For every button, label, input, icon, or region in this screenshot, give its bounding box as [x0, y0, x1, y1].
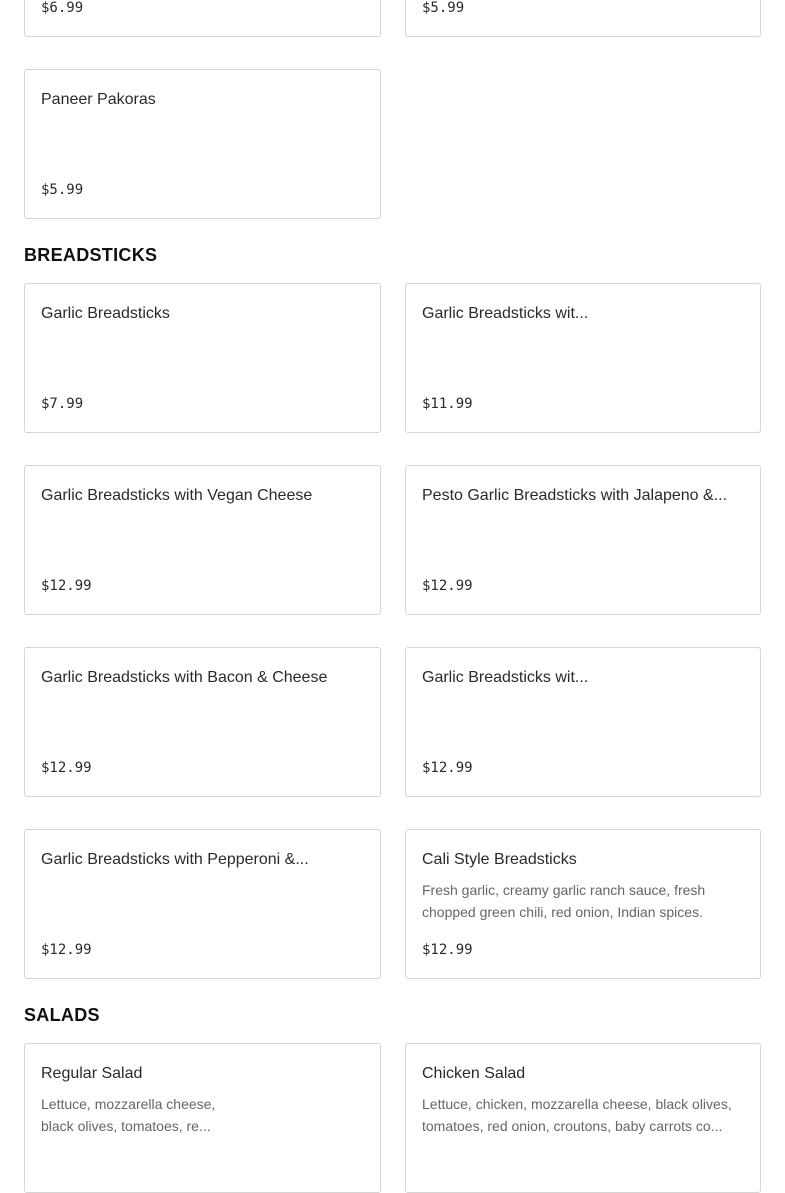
- item-name: Garlic Breadsticks: [41, 305, 170, 322]
- menu-item-card[interactable]: [405, 647, 761, 797]
- menu-item-card-chicken-salad[interactable]: [405, 1043, 761, 1193]
- item-name: Chicken Salad: [422, 1065, 526, 1082]
- item-price: $11.99: [422, 396, 473, 412]
- menu-item-card[interactable]: [405, 283, 761, 433]
- item-name: Garlic Breadsticks with Pepperoni &...: [41, 851, 309, 868]
- item-price: $12.99: [422, 942, 473, 958]
- item-name: Garlic Breadsticks wit...: [422, 669, 589, 686]
- item-price: $12.99: [422, 760, 473, 776]
- item-price: $12.99: [422, 578, 473, 594]
- menu-item-card[interactable]: [24, 829, 381, 979]
- item-description: Fresh garlic, creamy garlic ranch sauce, fresh chopped green chili, red onion, Indian spices.: [422, 882, 706, 920]
- menu-item-card[interactable]: [24, 647, 381, 797]
- menu-item-card-paneer-pakoras[interactable]: [24, 69, 381, 219]
- menu-item-card[interactable]: [405, 465, 761, 615]
- item-price: $7.99: [41, 396, 84, 412]
- item-price: $12.99: [41, 942, 92, 958]
- menu-item-card-regular-salad[interactable]: [24, 1043, 381, 1193]
- item-name: Garlic Breadsticks with Vegan Cheese: [41, 487, 313, 504]
- item-name: Pesto Garlic Breadsticks with Jalapeno &...: [422, 487, 728, 504]
- menu-item-card[interactable]: [405, 0, 761, 37]
- menu-item-card[interactable]: [24, 283, 381, 433]
- item-description: Lettuce, chicken, mozzarella cheese, black olives, tomatoes, red onion, croutons, baby carrots co...: [422, 1096, 732, 1134]
- section-heading-breadsticks: BREADSTICKS: [24, 245, 158, 265]
- item-price: $12.99: [41, 760, 92, 776]
- item-price: $6.99: [41, 0, 84, 16]
- menu-item-card-cali-style-breadsticks[interactable]: [405, 829, 761, 979]
- item-price: $5.99: [422, 0, 465, 16]
- item-name: Garlic Breadsticks with Bacon & Cheese: [41, 669, 328, 686]
- item-name: Regular Salad: [41, 1065, 143, 1082]
- item-description: Lettuce, mozzarella cheese, black olives, tomatoes, re...: [41, 1096, 216, 1134]
- item-name: Garlic Breadsticks wit...: [422, 305, 589, 322]
- menu-item-card[interactable]: [24, 0, 381, 37]
- item-price: $12.99: [41, 578, 92, 594]
- item-price: $5.99: [41, 182, 84, 198]
- menu-item-card[interactable]: [24, 465, 381, 615]
- item-name: Paneer Pakoras: [41, 91, 156, 108]
- section-heading-salads: SALADS: [24, 1005, 100, 1025]
- item-name: Cali Style Breadsticks: [422, 851, 577, 868]
